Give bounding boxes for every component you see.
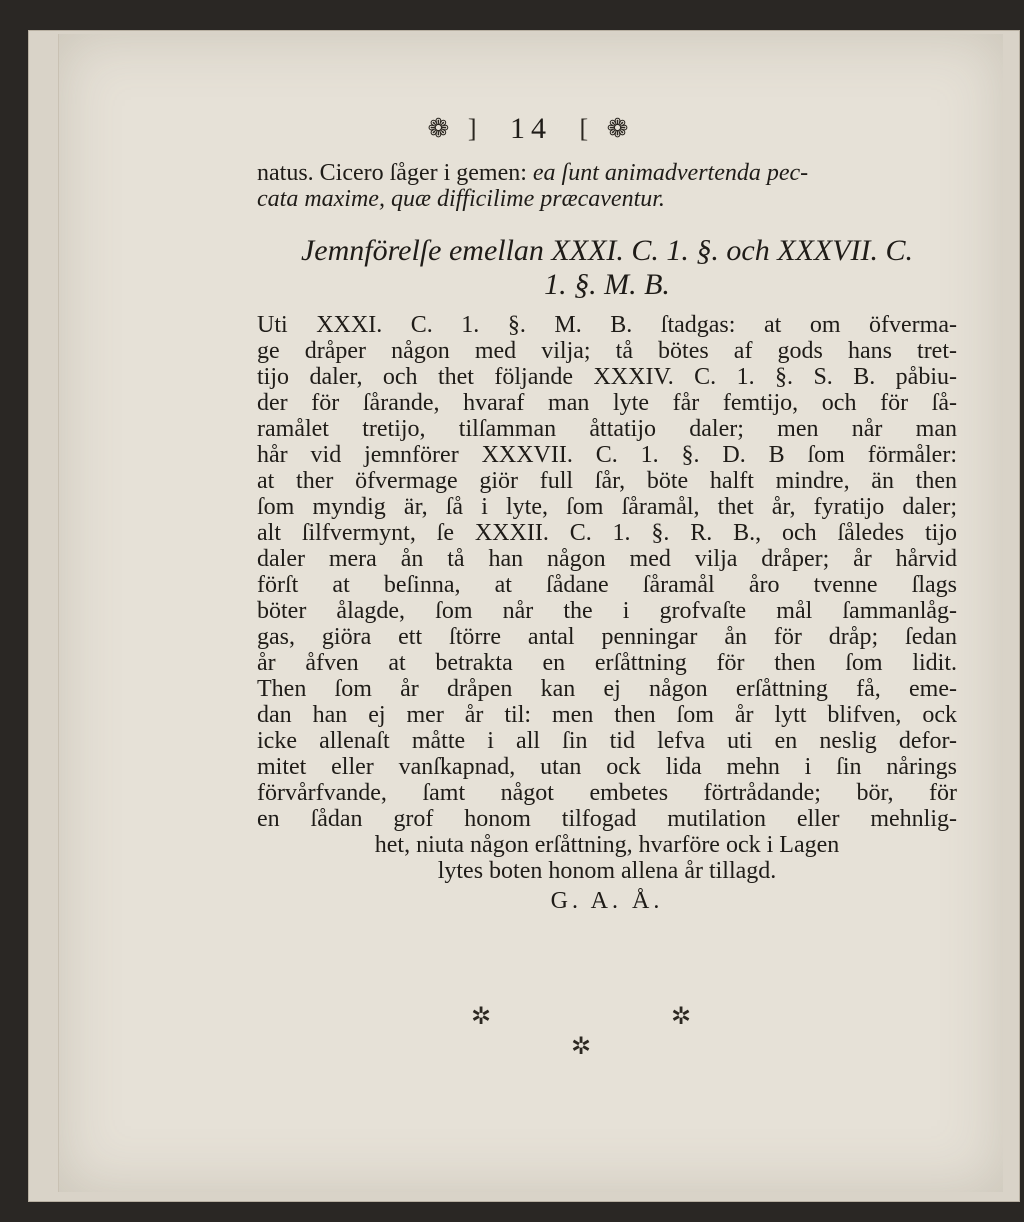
intro-italic-2: cata maxime, quæ difficilime præcaventur. bbox=[257, 186, 665, 212]
paragraph-line: Uti XXXI. C. 1. §. M. B. ſtadgas: at om öfverma- bbox=[257, 312, 957, 338]
left-ornament: ❁ ] bbox=[427, 114, 483, 144]
paragraph-line: mitet eller vanſkapnad, utan ock lida mehn i ſin nårings bbox=[257, 754, 957, 780]
paragraph-line: der för ſårande, hvaraf man lyte får femtijo, och för ſå- bbox=[257, 390, 957, 416]
star-ornament-icon: ✲ bbox=[571, 1034, 592, 1060]
paragraph-line: ſom myndig är, ſå i lyte, ſom ſåramål, thet år, fyratijo daler; bbox=[257, 494, 957, 520]
paragraph-line: ge dråper någon med vilja; tå bötes af gods hans tret- bbox=[257, 338, 957, 364]
paragraph-line: dan han ej mer år til: men then ſom år lytt blifven, ock bbox=[257, 702, 957, 728]
paragraph-line: ramålet tretijo, tilſamman åttatijo daler; men når man bbox=[257, 416, 957, 442]
heading-line-2: 1. §. M. B. bbox=[544, 268, 670, 301]
intro-paragraph bbox=[257, 160, 957, 212]
paragraph-line: Then ſom år dråpen kan ej någon erſåttning få, eme- bbox=[257, 676, 957, 702]
paragraph-line: at ther öfvermage giör full ſår, böte halft mindre, än then bbox=[257, 468, 957, 494]
page-header bbox=[59, 110, 1003, 146]
heading-line-1: Jemnförelſe emellan XXXI. C. 1. §. och XXXVII. C. bbox=[300, 234, 914, 267]
body-text bbox=[257, 160, 957, 914]
paragraph-line: böter ålagde, ſom når the i grofvaſte mål ſammanlåg- bbox=[257, 598, 957, 624]
section-heading bbox=[257, 234, 957, 302]
star-ornament-icon: ✲ bbox=[471, 1004, 492, 1030]
paragraph-line: förvårfvande, ſamt något embetes förtrådande; bör, för bbox=[257, 780, 957, 806]
intro-roman: natus. Cicero ſåger i gemen: bbox=[257, 160, 533, 186]
paragraph-line: daler mera ån tå han någon med vilja dråper; år hårvid bbox=[257, 546, 957, 572]
paragraph-line: gas, giöra ett ſtörre antal penningar ån för dråp; ſedan bbox=[257, 624, 957, 650]
main-paragraph bbox=[257, 312, 957, 832]
paragraph-line: hår vid jemnförer XXXVII. C. 1. §. D. B ſom förmåler: bbox=[257, 442, 957, 468]
star-ornament-icon: ✲ bbox=[671, 1004, 692, 1030]
paragraph-line: en ſådan grof honom tilfogad mutilation eller mehnlig- bbox=[257, 806, 957, 832]
closing-lines bbox=[257, 832, 957, 884]
page-number: 14 bbox=[510, 112, 552, 146]
closing-line-1: het, niuta någon erſåttning, hvarföre ock i Lagen bbox=[374, 832, 840, 858]
paragraph-line: tijo daler, och thet följande XXXIV. C. 1. §. S. B. påbiu- bbox=[257, 364, 957, 390]
intro-italic-1: ea ſunt animadvertenda pec- bbox=[532, 160, 809, 186]
book-page bbox=[58, 34, 1003, 1192]
closing-line-2: lytes boten honom allena år tillagd. bbox=[437, 858, 777, 884]
right-ornament: [ ❁ bbox=[579, 114, 635, 144]
paragraph-line: icke allenaſt måtte i all ſin tid lefva uti en neslig defor- bbox=[257, 728, 957, 754]
paragraph-line: år åfven at betrakta en erſåttning för then ſom lidit. bbox=[257, 650, 957, 676]
signature: G. A. Å. bbox=[550, 888, 664, 914]
paragraph-line: alt ſilfvermynt, ſe XXXII. C. 1. §. R. B., och ſåledes tijo bbox=[257, 520, 957, 546]
paragraph-line: förſt at beſinna, at ſådane ſåramål åro tvenne ſlags bbox=[257, 572, 957, 598]
